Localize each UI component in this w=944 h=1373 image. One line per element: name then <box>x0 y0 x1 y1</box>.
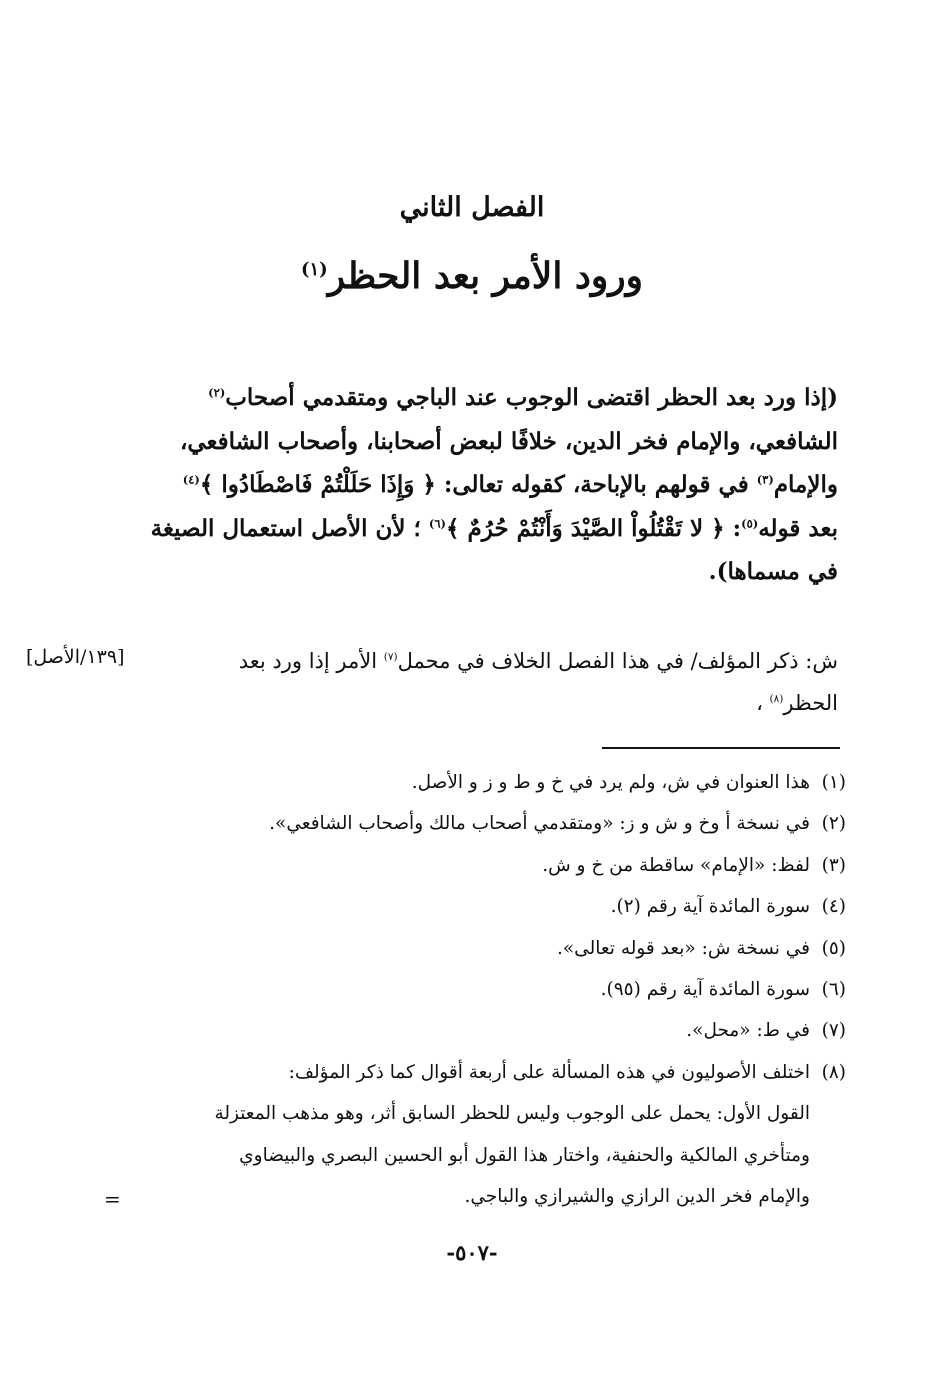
footnote-item <box>126 969 846 1010</box>
commentary-line <box>108 640 838 682</box>
footnote-ref: (٧) <box>383 651 398 663</box>
footnote-number: (٧) <box>821 1020 846 1042</box>
text-segment: ؛ لأن الأصل استعمال الصيغة <box>150 514 429 542</box>
footnote-item <box>126 928 846 969</box>
section-title-text: ورود الأمر بعد الحظر <box>327 255 644 297</box>
footnote-ref: (٤) <box>182 472 200 487</box>
footnote-number: (٥) <box>821 937 846 959</box>
footnote-number: (٨) <box>821 1061 846 1083</box>
footnote-ref: (٣) <box>756 472 774 487</box>
main-text-line <box>108 376 838 420</box>
commentary-line <box>108 682 838 724</box>
section-title <box>0 255 944 297</box>
footnote-text: اختلف الأصوليون في هذه المسألة على أربعة أقوال كما ذكر المؤلف: <box>288 1061 810 1083</box>
footnotes <box>126 762 846 1217</box>
main-text-line: في مسماها). <box>708 558 838 585</box>
footnote-item <box>126 845 846 886</box>
text-segment: في قولهم بالإباحة، كقوله تعالى: ﴿ وَإِذَا حَلَلْتُمْ فَاصْطَادُوا ﴾ <box>199 471 757 498</box>
text-segment: الحظر <box>783 691 838 715</box>
footnote-text: في نسخة ش: «بعد قوله تعالى». <box>556 937 810 959</box>
footnote-ref: (٥) <box>741 515 759 530</box>
footnote-item <box>126 803 846 844</box>
footnote-line: والإمام فخر الدين الرازي والشيرازي والباجي. <box>464 1186 810 1208</box>
footnote-ref: (٨) <box>769 693 784 705</box>
footnote-ref: (١) <box>300 259 328 280</box>
footnote-number: (٤) <box>821 896 846 918</box>
footnote-text: سورة المائدة آية رقم (٢). <box>610 896 810 918</box>
text-segment: : ﴿ لا تَقْتُلُواْ الصَّيْدَ وَأَنْتُمْ حُرُمٌ ﴾ <box>445 514 742 542</box>
text-segment: والإمام <box>773 471 838 498</box>
footnote-number: (٢) <box>821 813 846 835</box>
footnote-number: (١) <box>821 772 846 793</box>
main-text <box>108 376 838 594</box>
footnote-ref: (٦) <box>428 515 446 530</box>
footnote-ref: (٢) <box>208 385 226 400</box>
page-number: -٥٠٧- <box>446 1240 498 1265</box>
footnote-continuation <box>126 1093 846 1217</box>
continuation-mark: = <box>104 1187 121 1211</box>
text-segment: بعد قوله <box>758 514 838 542</box>
footnote-item <box>126 762 846 803</box>
footnote-item <box>126 1010 846 1051</box>
main-text-line: الشافعي، والإمام فخر الدين، خلافًا لبعض أصحابنا، وأصحاب الشافعي، <box>179 427 838 455</box>
manuscript-margin-ref: [١٣٩/الأصل] <box>26 646 125 668</box>
footnote-text: في نسخة أ وخ و ش و ز: «ومتقدمي أصحاب مالك وأصحاب الشافعي». <box>269 813 810 835</box>
footnote-number: (٦) <box>821 979 846 1001</box>
footnote-text: لفظ: «الإمام» ساقطة من خ و ش. <box>542 854 810 876</box>
footnote-number: (٣) <box>821 854 846 876</box>
footnote-line: القول الأول: يحمل على الوجوب وليس للحظر السابق أثر، وهو مذهب المعتزلة <box>214 1103 810 1125</box>
footnote-text: سورة المائدة آية رقم (٩٥). <box>600 979 810 1001</box>
footnote-line: ومتأخري المالكية والحنفية، واختار هذا القول أبو الحسين البصري والبيضاوي <box>239 1144 810 1166</box>
text-segment: (إذا ورد بعد الحظر اقتضى الوجوب عند الباجي ومتقدمي أصحاب <box>225 384 838 411</box>
commentary-text <box>108 640 838 724</box>
footnote-text: هذا العنوان في ش، ولم يرد في خ و ط و ز و الأصل. <box>411 772 810 793</box>
chapter-title: الفصل الثاني <box>399 192 545 223</box>
footnote-divider <box>602 747 840 749</box>
main-text-line <box>108 507 838 551</box>
main-text-line <box>108 463 838 507</box>
text-segment: ش: ذكر المؤلف/ في هذا الفصل الخلاف في محمل <box>397 649 838 673</box>
footnote-text: في ط: «محل». <box>686 1020 810 1042</box>
text-segment: ، <box>756 691 763 715</box>
text-segment: الأمر إذا ورد بعد <box>238 649 384 673</box>
footnote-item <box>126 1052 846 1093</box>
footnote-item <box>126 886 846 927</box>
